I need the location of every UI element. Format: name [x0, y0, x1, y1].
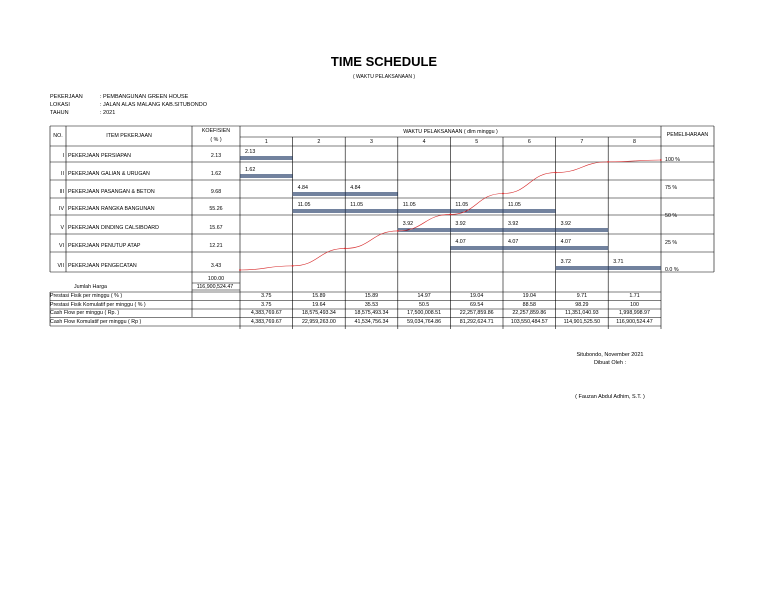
- scale-label: 100 %: [665, 157, 681, 163]
- jumlah-harga-label: Jumlah Harga: [74, 284, 107, 290]
- summary-value: 14.97: [417, 293, 431, 299]
- summary-value: 35.53: [364, 301, 379, 308]
- s-curve-point: [397, 230, 399, 232]
- summary-value: 41,534,756.34: [354, 318, 389, 325]
- summary-value: 1.71: [629, 293, 640, 299]
- header-week: 5: [475, 139, 479, 145]
- header-koefisien: KOEFISIEN: [201, 128, 231, 134]
- s-curve-point: [555, 172, 557, 174]
- bar-label: 2.13: [245, 149, 256, 155]
- summary-value: 19.04: [522, 293, 536, 299]
- s-curve-point: [292, 265, 294, 267]
- bar-label: 4.84: [350, 185, 361, 191]
- header-pemeliharaan: PEMELIHARAAN: [666, 132, 709, 138]
- bar-label: 4.07: [560, 239, 571, 245]
- header-no: NO.: [53, 133, 63, 139]
- s-curve-point: [450, 214, 452, 216]
- summary-value: 22,257,859.86: [459, 310, 494, 316]
- summary-value: 11,351,040.93: [565, 310, 599, 316]
- bar-label: 11.05: [297, 202, 311, 208]
- item-no: V: [60, 225, 64, 231]
- bar-label: 4.07: [508, 239, 519, 245]
- summary-value: 103,550,484.57: [510, 318, 548, 325]
- summary-value: 59,034,764.86: [407, 318, 442, 325]
- item-no: VI: [58, 243, 64, 249]
- value-tahun: : 2021: [100, 110, 116, 116]
- s-curve-point: [344, 247, 346, 249]
- summary-value: 4,383,769.67: [250, 318, 282, 325]
- item-koef: 9.68: [210, 189, 222, 195]
- bar-label: 3.92: [560, 221, 571, 227]
- signature-name: ( Fauzan Abdul Adhim, S.T. ): [575, 394, 645, 400]
- scale-label: 0.0 %: [665, 267, 679, 273]
- page-title: TIME SCHEDULE: [330, 54, 438, 69]
- item-no: II: [61, 171, 64, 177]
- s-curve-point: [502, 193, 504, 195]
- signature-place-date: Situbondo, November 2021: [576, 352, 644, 358]
- summary-value: 18,575,493.34: [354, 310, 389, 316]
- value-pekerjaan: : PEMBANGUNAN GREEN HOUSE: [100, 94, 189, 100]
- item-koef: 3.43: [210, 263, 222, 269]
- item-koef: 1.62: [210, 171, 222, 177]
- summary-value: 69.54: [470, 301, 484, 308]
- header-week: 1: [264, 139, 268, 145]
- bar-label: 11.05: [508, 202, 521, 208]
- item-koef: 15.67: [209, 225, 223, 231]
- header-week: 4: [422, 139, 426, 145]
- bar-label: 3.92: [402, 221, 414, 227]
- label-pekerjaan: PEKERJAAN: [50, 94, 83, 100]
- summary-label: Cash Flow Komulatif per minggu ( Rp ): [50, 318, 142, 325]
- item-koef: 55.26: [209, 206, 223, 212]
- summary-value: 19.04: [470, 293, 484, 299]
- header-item: ITEM PEKERJAAN: [106, 133, 152, 139]
- summary-value: 9.71: [576, 293, 588, 299]
- scale-label: 50 %: [665, 213, 678, 219]
- summary-value: 19.64: [312, 301, 326, 308]
- item-no: VII: [57, 263, 64, 269]
- item-no: IV: [58, 206, 64, 212]
- item-name: PEKERJAAN PENUTUP ATAP: [68, 243, 141, 249]
- summary-value: 81,292,624.71: [459, 318, 494, 325]
- scale-label: 25 %: [665, 240, 678, 246]
- bar-label: 3.92: [508, 221, 519, 227]
- page-subtitle: ( WAKTU PELAKSANAAN ): [352, 74, 416, 80]
- item-name: PEKERJAAN RANGKA BANGUNAN: [68, 206, 155, 212]
- item-name: PEKERJAAN PASANGAN & BETON: [68, 189, 155, 195]
- label-tahun: TAHUN: [50, 110, 69, 116]
- s-curve-point: [660, 159, 662, 161]
- summary-value: 22,257,859.86: [512, 310, 547, 316]
- total-koef: 100.00: [207, 276, 225, 282]
- header-week: 6: [527, 139, 531, 145]
- summary-value: 17,500,008.51: [407, 310, 442, 316]
- bar-label: 11.05: [455, 202, 469, 208]
- header-week: 7: [580, 139, 584, 145]
- summary-value: 3.75: [261, 293, 272, 299]
- summary-value: 15.89: [364, 293, 379, 299]
- summary-value: 116,900,524.47: [616, 318, 653, 325]
- summary-value: 88.58: [522, 301, 536, 308]
- summary-value: 3.75: [261, 301, 272, 308]
- summary-value: 1,998,998.97: [619, 310, 650, 316]
- signature-made-by: Dibuat Oleh :: [593, 360, 627, 366]
- header-waktu: WAKTU PELAKSANAAN ( dlm minggu ): [403, 129, 498, 135]
- item-name: PEKERJAAN PERSIAPAN: [68, 153, 131, 159]
- summary-label: Prestasi Fisik Komulatif per minggu ( % ): [50, 301, 146, 308]
- bar-label: 1.62: [245, 167, 256, 173]
- summary-label: Cash Flow per minggu ( Rp. ): [50, 310, 120, 316]
- item-koef: 12.21: [209, 243, 223, 249]
- bar-label: 4.07: [455, 239, 466, 245]
- item-name: PEKERJAAN DINDING CALSIBOARD: [68, 225, 159, 231]
- s-curve-point: [239, 269, 241, 271]
- summary-label: Prestasi Fisik per minggu ( % ): [50, 293, 123, 299]
- bar-label: 11.05: [350, 202, 364, 208]
- item-no: I: [62, 153, 64, 159]
- label-lokasi: LOKASI: [50, 102, 70, 108]
- header-koefisien-unit: ( % ): [210, 137, 222, 143]
- bar-label: 3.92: [455, 221, 466, 227]
- summary-value: 98.29: [575, 301, 589, 308]
- item-name: PEKERJAAN PENGECATAN: [68, 263, 137, 269]
- header-week: 3: [370, 139, 373, 145]
- bar-label: 3.72: [560, 259, 571, 265]
- item-no: III: [59, 189, 64, 195]
- item-name: PEKERJAAN GALIAN & URUGAN: [68, 171, 150, 177]
- header-week: 8: [633, 139, 636, 145]
- header-week: 2: [317, 139, 321, 145]
- summary-value: 4,383,769.67: [250, 310, 282, 316]
- bar-label: 11.05: [402, 202, 416, 208]
- summary-value: 100: [630, 301, 639, 308]
- summary-value: 22,959,263.00: [301, 318, 336, 325]
- s-curve-point: [607, 161, 609, 163]
- summary-value: 18,575,493.34: [301, 310, 336, 316]
- summary-value: 50.5: [418, 301, 430, 308]
- summary-value: 15.89: [312, 293, 326, 299]
- bar-label: 4.84: [297, 185, 308, 191]
- summary-value: 114,901,525.50: [563, 318, 601, 325]
- value-lokasi: : JALAN ALAS MALANG KAB.SITUBONDO: [100, 102, 207, 108]
- bar-label: 3.71: [613, 259, 624, 265]
- item-koef: 2.13: [210, 153, 222, 159]
- jumlah-harga-value: 116,900,524.47: [196, 284, 234, 290]
- scale-label: 75 %: [665, 185, 678, 191]
